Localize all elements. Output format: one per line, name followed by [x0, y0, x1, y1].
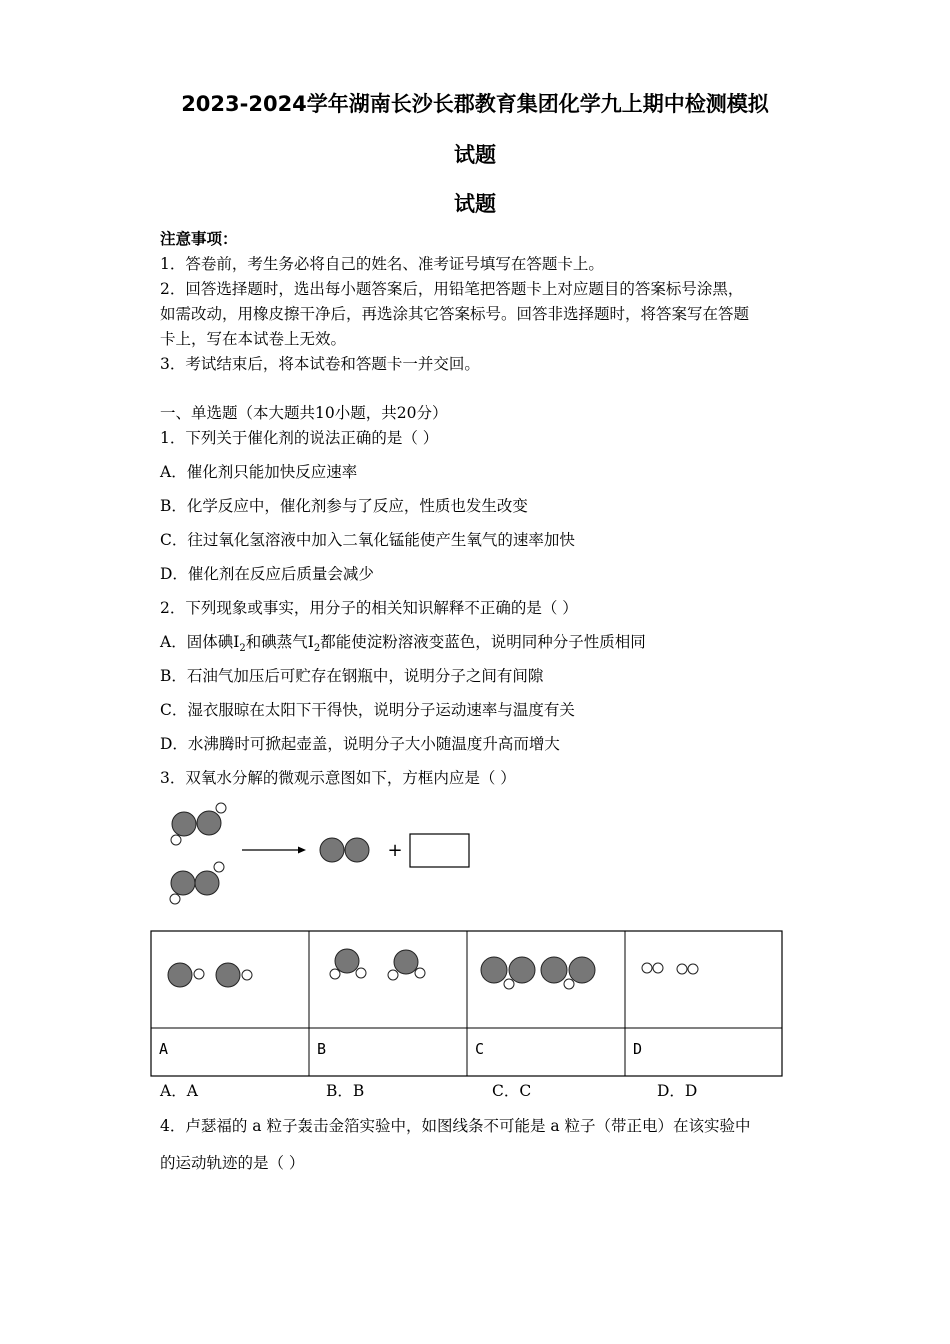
- hydrogen-atom: [170, 894, 180, 904]
- notice-item-3: 3．考试结束后，将本试卷和答题卡一并交回。: [160, 355, 480, 373]
- q3-answer-c[interactable]: C．C: [492, 1082, 532, 1100]
- table-label-d: D: [633, 1040, 643, 1058]
- exam-title-line1: 2023-2024学年湖南长沙长郡教育集团化学九上期中检测模拟: [181, 92, 769, 116]
- q1-option-d: D．催化剂在反应后质量会减少: [160, 565, 374, 583]
- oxygen-atom: [172, 812, 196, 836]
- notice-item-2c: 卡上，写在本试卷上无效。: [160, 330, 347, 348]
- notice-item-1: 1．答卷前，考生务必将自己的姓名、准考证号填写在答题卡上。: [160, 255, 604, 273]
- oxygen-atom: [197, 811, 221, 835]
- q3-answer-a[interactable]: A．A: [160, 1082, 198, 1100]
- arrow-head-icon: [298, 847, 306, 854]
- exam-title-line3: 试题: [454, 192, 496, 216]
- oxygen-atom: [195, 871, 219, 895]
- q2-stem: 2．下列现象或事实，用分子的相关知识解释不正确的是（ ）: [160, 599, 578, 617]
- iodine-subscript-1: 2: [239, 643, 246, 655]
- oxygen-atom: [345, 838, 369, 862]
- q2-option-a-mid: 和碘蒸气: [245, 633, 308, 651]
- q2-option-d: D．水沸腾时可掀起壶盖，说明分子大小随温度升高而增大: [160, 735, 560, 753]
- option-c-molecules: [481, 957, 595, 989]
- option-d-molecules: [642, 963, 698, 974]
- section-heading: 一、单选题（本大题共10小题，共20分）: [160, 404, 448, 422]
- iodine-symbol-2: I: [307, 633, 314, 651]
- options-table: [150, 930, 784, 1078]
- iodine-symbol-1: I: [233, 633, 240, 651]
- answer-box: [410, 834, 469, 867]
- q3-answer-d[interactable]: D．D: [657, 1082, 698, 1100]
- hydrogen-atom: [216, 803, 226, 813]
- hydrogen-atom: [171, 835, 181, 845]
- oxygen-atom: [171, 871, 195, 895]
- q2-option-a-post: 都能使淀粉溶液变蓝色，说明同种分子性质相同: [320, 633, 646, 651]
- option-b-molecules: [330, 949, 425, 980]
- option-a-molecules: [168, 963, 252, 987]
- q2-option-a-pre: A．固体碘: [160, 633, 234, 651]
- exam-title-line2: 试题: [454, 143, 496, 167]
- q2-option-a: [160, 630, 646, 654]
- notice-item-2a: 2．回答选择题时，选出每小题答案后，用铅笔把答题卡上对应题目的答案标号涂黑，: [160, 280, 744, 298]
- q4-stem-line2: 的运动轨迹的是（ ）: [160, 1154, 305, 1172]
- hydrogen-atom: [214, 862, 224, 872]
- table-label-c: C: [475, 1040, 485, 1058]
- table-label-b: B: [317, 1040, 327, 1058]
- q1-option-a: A．催化剂只能加快反应速率: [160, 463, 358, 481]
- oxygen-atom: [320, 838, 344, 862]
- q4-stem-line1: 4．卢瑟福的 a 粒子轰击金箔实验中，如图线条不可能是 a 粒子（带正电）在该实验中: [160, 1117, 751, 1135]
- table-label-a: A: [159, 1040, 169, 1058]
- iodine-subscript-2: 2: [313, 643, 321, 655]
- plus-sign: +: [387, 840, 403, 861]
- q1-stem: 1．下列关于催化剂的说法正确的是（ ）: [160, 429, 439, 447]
- q3-answer-b[interactable]: B．B: [326, 1082, 365, 1100]
- q1-option-b: B．化学反应中，催化剂参与了反应，性质也发生改变: [160, 497, 528, 515]
- notice-item-2b: 如需改动，用橡皮擦干净后，再选涂其它答案标号。回答非选择题时，将答案写在答题: [160, 305, 750, 323]
- reaction-diagram: [160, 798, 490, 910]
- q3-stem: 3．双氧水分解的微观示意图如下，方框内应是（ ）: [160, 769, 516, 787]
- notice-heading: 注意事项：: [160, 229, 238, 248]
- q1-option-c: C．往过氧化氢溶液中加入二氧化锰能使产生氧气的速率加快: [160, 531, 575, 549]
- q2-option-b: B．石油气加压后可贮存在钢瓶中，说明分子之间有间隙: [160, 667, 544, 685]
- q2-option-c: C．湿衣服晾在太阳下干得快，说明分子运动速率与温度有关: [160, 701, 575, 719]
